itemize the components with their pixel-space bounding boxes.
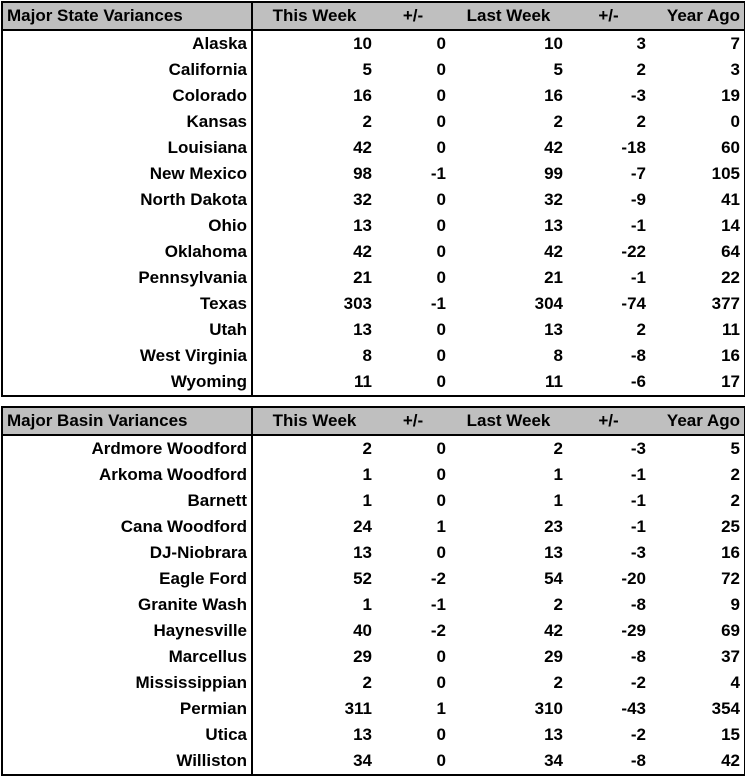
last-week-change: -1 (630, 465, 646, 484)
year-ago-value: 17 (650, 369, 745, 396)
last-week-value: 99 (544, 164, 563, 183)
state-row (2, 369, 745, 396)
region-name: Arkoma Woodford (2, 462, 252, 488)
year-ago-value: 0 (650, 109, 745, 135)
region-name: Cana Woodford (2, 514, 252, 540)
last-week-value: 54 (544, 569, 563, 588)
year-ago-value: 3 (650, 57, 745, 83)
region-name: New Mexico (2, 161, 252, 187)
last-week-value: 21 (544, 268, 563, 287)
last-week-value: 29 (544, 647, 563, 666)
last-week-value: 5 (553, 60, 563, 79)
col-this-week: This Week (252, 407, 376, 435)
basin-row (2, 540, 745, 566)
this-week-value: 1 (362, 595, 372, 614)
basin-row (2, 488, 745, 514)
state-row (2, 213, 745, 239)
state-row (2, 187, 745, 213)
last-week-change: -1 (630, 216, 646, 235)
state-row (2, 291, 745, 317)
this-week-change: 0 (436, 439, 446, 458)
year-ago-value: 354 (650, 696, 745, 722)
this-week-change: 1 (436, 517, 446, 536)
last-week-change: -7 (630, 164, 646, 183)
region-name: Ohio (2, 213, 252, 239)
this-week-change: 0 (436, 465, 446, 484)
year-ago-value: 15 (650, 722, 745, 748)
last-week-value: 34 (450, 748, 567, 775)
last-week-value: 2 (553, 595, 563, 614)
last-week-value: 16 (544, 86, 563, 105)
this-week-change: 0 (436, 216, 446, 235)
year-ago-value: 16 (650, 343, 745, 369)
this-week-change: -1 (430, 294, 446, 313)
last-week-value: 13 (544, 725, 563, 744)
this-week-value: 29 (353, 647, 372, 666)
this-week-change: 0 (436, 60, 446, 79)
col-last-week: Last Week (450, 407, 567, 435)
region-name: Kansas (2, 109, 252, 135)
year-ago-value: 25 (650, 514, 745, 540)
region-name: Ardmore Woodford (2, 435, 252, 462)
last-week-change: 2 (636, 112, 646, 131)
this-week-change: 0 (436, 268, 446, 287)
region-name: DJ-Niobrara (2, 540, 252, 566)
year-ago-value: 5 (650, 435, 745, 462)
this-week-change: -1 (430, 595, 446, 614)
this-week-value: 13 (353, 216, 372, 235)
this-week-change: 0 (436, 543, 446, 562)
last-week-change: -1 (630, 491, 646, 510)
this-week-change: -2 (430, 621, 446, 640)
state-row (2, 135, 745, 161)
last-week-value: 2 (553, 439, 563, 458)
last-week-value: 1 (553, 465, 563, 484)
this-week-value: 2 (362, 439, 372, 458)
year-ago-value: 60 (650, 135, 745, 161)
last-week-change: -8 (630, 647, 646, 666)
col-year-ago: Year Ago (650, 2, 745, 30)
last-week-change: -18 (621, 138, 646, 157)
year-ago-value: 16 (650, 540, 745, 566)
state-header-row (2, 2, 745, 30)
this-week-value: 5 (362, 60, 372, 79)
year-ago-value: 7 (650, 30, 745, 57)
this-week-change: -1 (430, 164, 446, 183)
this-week-value: 32 (353, 190, 372, 209)
basin-row (2, 748, 745, 775)
last-week-value: 2 (553, 112, 563, 131)
basin-row (2, 566, 745, 592)
region-name: Barnett (2, 488, 252, 514)
last-week-change: -9 (630, 190, 646, 209)
this-week-change: 0 (436, 86, 446, 105)
last-week-change: -20 (621, 569, 646, 588)
this-week-value: 24 (353, 517, 372, 536)
region-name: West Virginia (2, 343, 252, 369)
last-week-change: -74 (621, 294, 646, 313)
this-week-change: 0 (436, 112, 446, 131)
state-row (2, 30, 745, 57)
this-week-value: 2 (362, 673, 372, 692)
last-week-value: 13 (544, 320, 563, 339)
basin-header-row (2, 407, 745, 435)
basin-variances-table (1, 406, 745, 776)
year-ago-value: 42 (650, 748, 745, 775)
basin-row (2, 722, 745, 748)
this-week-value: 98 (353, 164, 372, 183)
state-row (2, 239, 745, 265)
this-week-value: 2 (362, 112, 372, 131)
last-week-change: -6 (567, 369, 650, 396)
year-ago-value: 37 (650, 644, 745, 670)
region-name: Mississippian (2, 670, 252, 696)
col-year-ago: Year Ago (650, 407, 745, 435)
last-week-value: 10 (544, 34, 563, 53)
this-week-change: 0 (436, 725, 446, 744)
this-week-value: 34 (252, 748, 376, 775)
year-ago-value: 377 (650, 291, 745, 317)
last-week-value: 32 (544, 190, 563, 209)
state-row (2, 317, 745, 343)
this-week-value: 1 (362, 465, 372, 484)
region-name: Permian (2, 696, 252, 722)
col-change-last-week: +/- (567, 407, 650, 435)
year-ago-value: 11 (650, 317, 745, 343)
col-change-last-week: +/- (567, 2, 650, 30)
region-name: Colorado (2, 83, 252, 109)
region-name: Utah (2, 317, 252, 343)
last-week-change: -8 (630, 595, 646, 614)
state-row (2, 57, 745, 83)
this-week-change: 0 (436, 673, 446, 692)
this-week-change: 0 (436, 320, 446, 339)
last-week-change: -2 (630, 673, 646, 692)
region-name: Pennsylvania (2, 265, 252, 291)
last-week-value: 310 (534, 699, 563, 718)
this-week-change: 0 (436, 346, 446, 365)
region-name: Louisiana (2, 135, 252, 161)
this-week-value: 311 (344, 699, 372, 718)
year-ago-value: 2 (650, 488, 745, 514)
basin-row (2, 618, 745, 644)
this-week-change: -2 (430, 569, 446, 588)
last-week-change: -22 (621, 242, 646, 261)
this-week-change: 0 (436, 34, 446, 53)
this-week-value: 21 (353, 268, 372, 287)
this-week-value: 13 (353, 543, 372, 562)
state-row (2, 265, 745, 291)
region-name: Texas (2, 291, 252, 317)
basin-table-title: Major Basin Variances (2, 407, 252, 435)
year-ago-value: 41 (650, 187, 745, 213)
col-this-week: This Week (252, 2, 376, 30)
basin-row (2, 462, 745, 488)
last-week-change: -3 (630, 439, 646, 458)
last-week-change: -8 (630, 346, 646, 365)
this-week-value: 303 (343, 294, 372, 313)
state-row (2, 109, 745, 135)
last-week-value: 42 (544, 242, 563, 261)
last-week-value: 11 (450, 369, 567, 396)
this-week-value: 8 (362, 346, 372, 365)
this-week-value: 11 (252, 369, 376, 396)
last-week-value: 23 (544, 517, 563, 536)
year-ago-value: 64 (650, 239, 745, 265)
this-week-value: 13 (353, 320, 372, 339)
region-name: Marcellus (2, 644, 252, 670)
last-week-change: -43 (621, 699, 646, 718)
region-name: North Dakota (2, 187, 252, 213)
region-name: Eagle Ford (2, 566, 252, 592)
basin-row (2, 592, 745, 618)
last-week-change: -2 (630, 725, 646, 744)
this-week-change: 1 (436, 699, 446, 718)
col-last-week: Last Week (450, 2, 567, 30)
last-week-change: -1 (630, 517, 646, 536)
last-week-change: -8 (567, 748, 650, 775)
year-ago-value: 2 (650, 462, 745, 488)
last-week-value: 13 (544, 543, 563, 562)
last-week-value: 1 (553, 491, 563, 510)
last-week-value: 2 (553, 673, 563, 692)
last-week-change: 2 (636, 320, 646, 339)
this-week-change: 0 (436, 242, 446, 261)
this-week-change: 0 (436, 491, 446, 510)
this-week-value: 40 (353, 621, 372, 640)
region-name: Alaska (2, 30, 252, 57)
this-week-change: 0 (436, 190, 446, 209)
year-ago-value: 72 (650, 566, 745, 592)
year-ago-value: 69 (650, 618, 745, 644)
last-week-change: -29 (621, 621, 646, 640)
basin-row (2, 670, 745, 696)
this-week-change: 0 (376, 369, 450, 396)
last-week-value: 42 (544, 138, 563, 157)
basin-row (2, 696, 745, 722)
region-name: Haynesville (2, 618, 252, 644)
basin-row (2, 644, 745, 670)
region-name: Oklahoma (2, 239, 252, 265)
state-table-title: Major State Variances (2, 2, 252, 30)
last-week-change: -3 (630, 86, 646, 105)
last-week-value: 304 (534, 294, 563, 313)
region-name: Granite Wash (2, 592, 252, 618)
col-change-this-week: +/- (376, 407, 450, 435)
last-week-change: -1 (630, 268, 646, 287)
this-week-change: 0 (436, 647, 446, 666)
state-row (2, 343, 745, 369)
last-week-value: 8 (553, 346, 563, 365)
last-week-value: 13 (544, 216, 563, 235)
this-week-value: 1 (362, 491, 372, 510)
last-week-change: -3 (630, 543, 646, 562)
region-name: Williston (2, 748, 252, 775)
region-name: Wyoming (2, 369, 252, 396)
year-ago-value: 19 (650, 83, 745, 109)
basin-row (2, 435, 745, 462)
last-week-value: 42 (544, 621, 563, 640)
this-week-value: 16 (353, 86, 372, 105)
this-week-value: 13 (353, 725, 372, 744)
col-change-this-week: +/- (376, 2, 450, 30)
year-ago-value: 4 (650, 670, 745, 696)
this-week-value: 42 (353, 138, 372, 157)
last-week-change: 2 (636, 60, 646, 79)
year-ago-value: 22 (650, 265, 745, 291)
this-week-value: 42 (353, 242, 372, 261)
year-ago-value: 14 (650, 213, 745, 239)
region-name: Utica (2, 722, 252, 748)
this-week-change: 0 (376, 748, 450, 775)
state-variances-table (1, 1, 745, 397)
this-week-value: 10 (353, 34, 372, 53)
region-name: California (2, 57, 252, 83)
basin-row (2, 514, 745, 540)
state-row (2, 83, 745, 109)
year-ago-value: 105 (650, 161, 745, 187)
this-week-change: 0 (436, 138, 446, 157)
this-week-value: 52 (353, 569, 372, 588)
state-row (2, 161, 745, 187)
last-week-change: 3 (636, 34, 646, 53)
year-ago-value: 9 (650, 592, 745, 618)
